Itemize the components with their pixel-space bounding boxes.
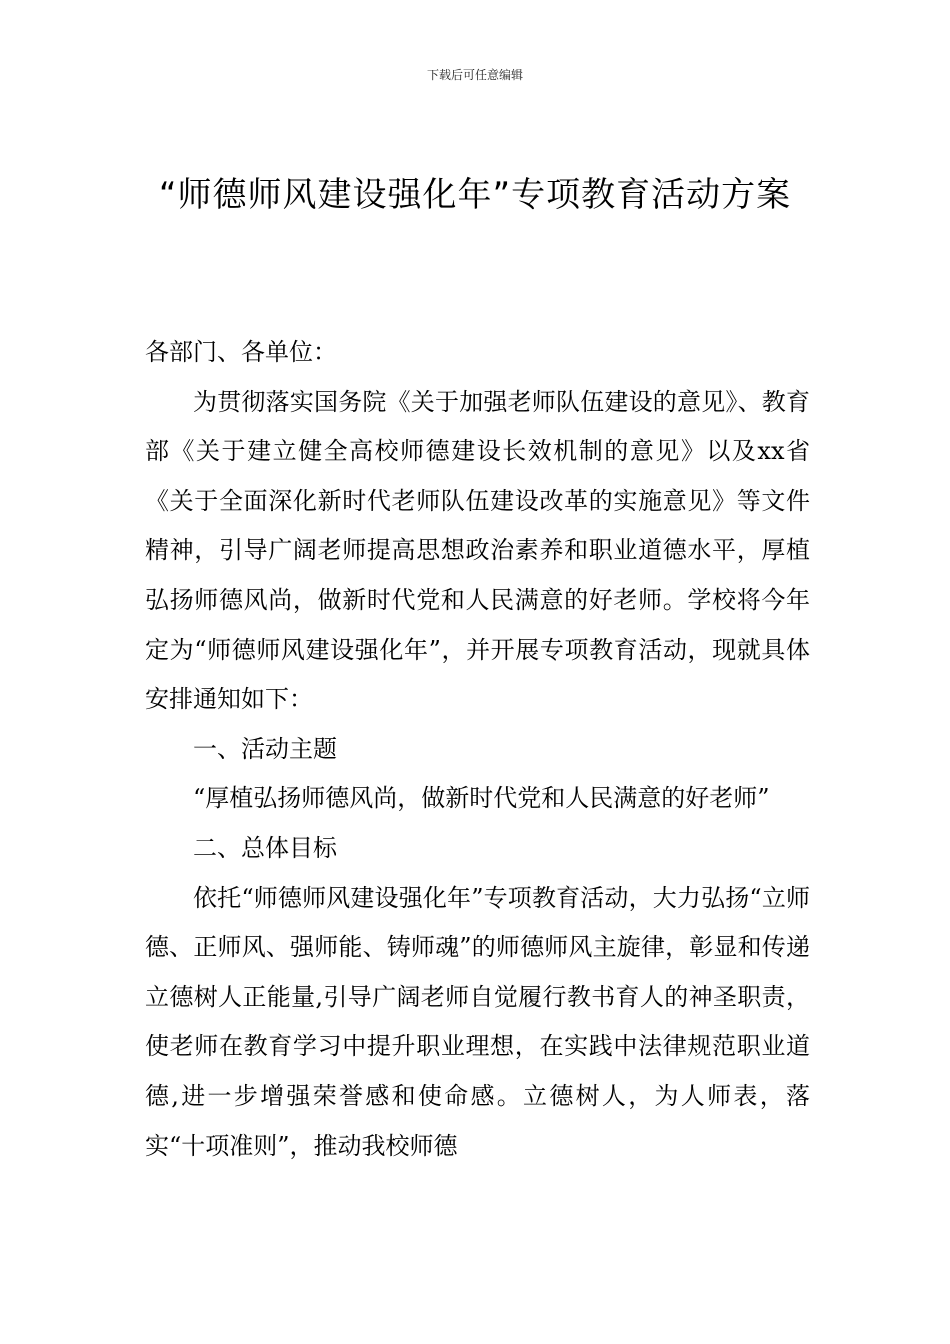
section-heading-goal: 二、总体目标	[193, 833, 337, 862]
document-body	[145, 328, 810, 1171]
section-heading-theme: 一、活动主题	[193, 734, 337, 763]
document-title: “师德师风建设强化年”专项教育活动方案	[158, 175, 792, 215]
paragraph-goal: 依托“师德师风建设强化年”专项教育活动，大力弘扬“立师德、正师风、强师能、铸师魂”的师德师风主旋律，彰显和传递立德树人正能量,引导广阔老师自觉履行教书育人的神圣职责，使老师在教育学习中提升职业理想，在实践中法律规范职业道德,进一步增强荣誉感和使命感。立德树人，为人师表，落实“十项准则”，推动我校师德	[145, 883, 810, 1160]
salutation: 各部门、各单位：	[145, 338, 337, 366]
header-note: 下载后可任意编辑	[426, 68, 523, 82]
paragraph-intro: 为贯彻落实国务院《关于加强老师队伍建设的意见》、教育部《关于建立健全高校师德建设长效机制的意见》以及xx省《关于全面深化新时代老师队伍建设改革的实施意见》等文件精神，引导广阔老师提高思想政治素养和职业道德水平，厚植弘扬师德风尚，做新时代党和人民满意的好老师。学校将今年定为“师德师风建设强化年”，并开展专项教育活动，现就具体安排通知如下：	[145, 387, 810, 714]
paragraph-theme: “厚植弘扬师德风尚，做新时代党和人民满意的好老师”	[193, 784, 770, 813]
